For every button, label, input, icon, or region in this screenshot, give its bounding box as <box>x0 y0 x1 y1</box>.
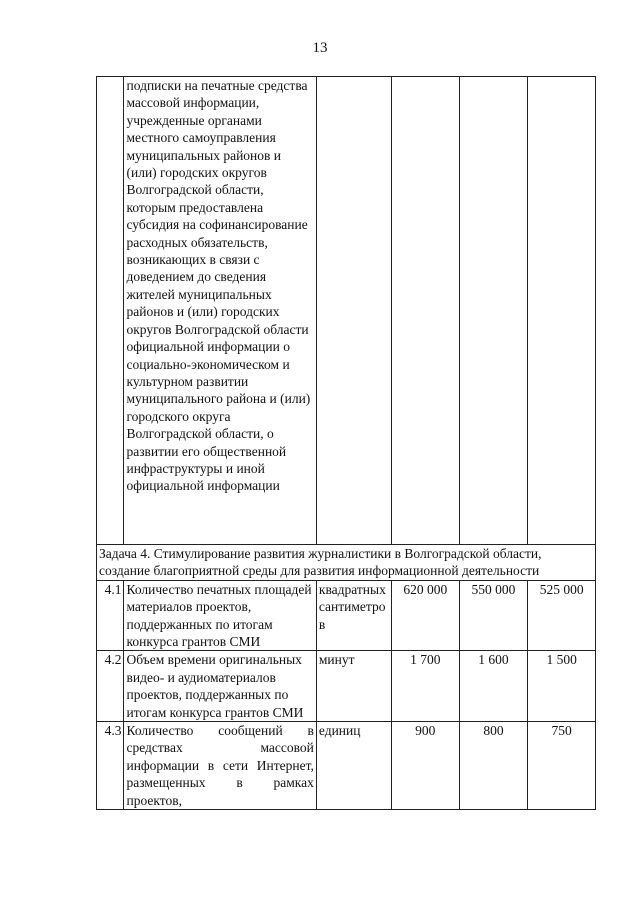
unit-cell: единиц <box>316 722 391 810</box>
value-cell-3: 1 500 <box>528 651 596 722</box>
indicator-description: Количество печатных площадей материалов проектов, поддержанных по итогам конкурса грантов СМИ <box>124 580 316 651</box>
table-row <box>97 651 596 722</box>
value-cell-2: 1 600 <box>459 651 528 722</box>
value-cell-2: 800 <box>459 722 528 810</box>
row-number-cell <box>97 77 124 545</box>
value-cell-1 <box>391 77 459 545</box>
task-title: Задача 4. Стимулирование развития журналистики в Волгоградской области, создание благоприятной среды для развития информационной деятельности <box>97 545 596 581</box>
indicators-table <box>96 76 596 810</box>
page-number: 13 <box>312 40 328 56</box>
indicator-description: Объем времени оригинальных видео- и аудиоматериалов проектов, поддержанных по итогам конкурса грантов СМИ <box>124 651 316 722</box>
row-number: 4.3 <box>97 722 124 810</box>
row-number: 4.2 <box>97 651 124 722</box>
table-row <box>97 722 596 810</box>
unit-cell: минут <box>316 651 391 722</box>
value-cell-1: 620 000 <box>391 580 459 651</box>
unit-label: квадратных сантиметров <box>318 581 386 632</box>
value-cell-1: 900 <box>391 722 459 810</box>
value-cell-2 <box>459 77 528 545</box>
row-number: 4.1 <box>97 580 124 651</box>
value-cell-1: 1 700 <box>391 651 459 722</box>
value-cell-2: 550 000 <box>459 580 528 651</box>
value-cell-3 <box>528 77 596 545</box>
table-row-continued <box>97 77 596 545</box>
indicator-description: подписки на печатные средства массовой информации, учрежденные органами местного самоуправления муниципальных районов и (или) городских округов Волгоградской области, которым предоставлена субсидия на софинансирование расходных обязательств, возникающих в связи с доведением до сведения жителей муниципальных районов и (или) городских округов Волгоградской области официальной информации о социально-экономическом и культурном развитии муниципального района и (или) городского округа Волгоградской области, о развитии его общественной инфраструктуры и иной официальной информации <box>124 77 316 545</box>
unit-cell <box>316 580 391 651</box>
value-cell-3: 525 000 <box>528 580 596 651</box>
indicator-description: Количество сообщений в средствах массовой информации в сети Интернет, размещенных в рамках проектов, <box>124 722 316 810</box>
table-row <box>97 580 596 651</box>
unit-cell <box>316 77 391 545</box>
task-row <box>97 545 596 581</box>
value-cell-3: 750 <box>528 722 596 810</box>
